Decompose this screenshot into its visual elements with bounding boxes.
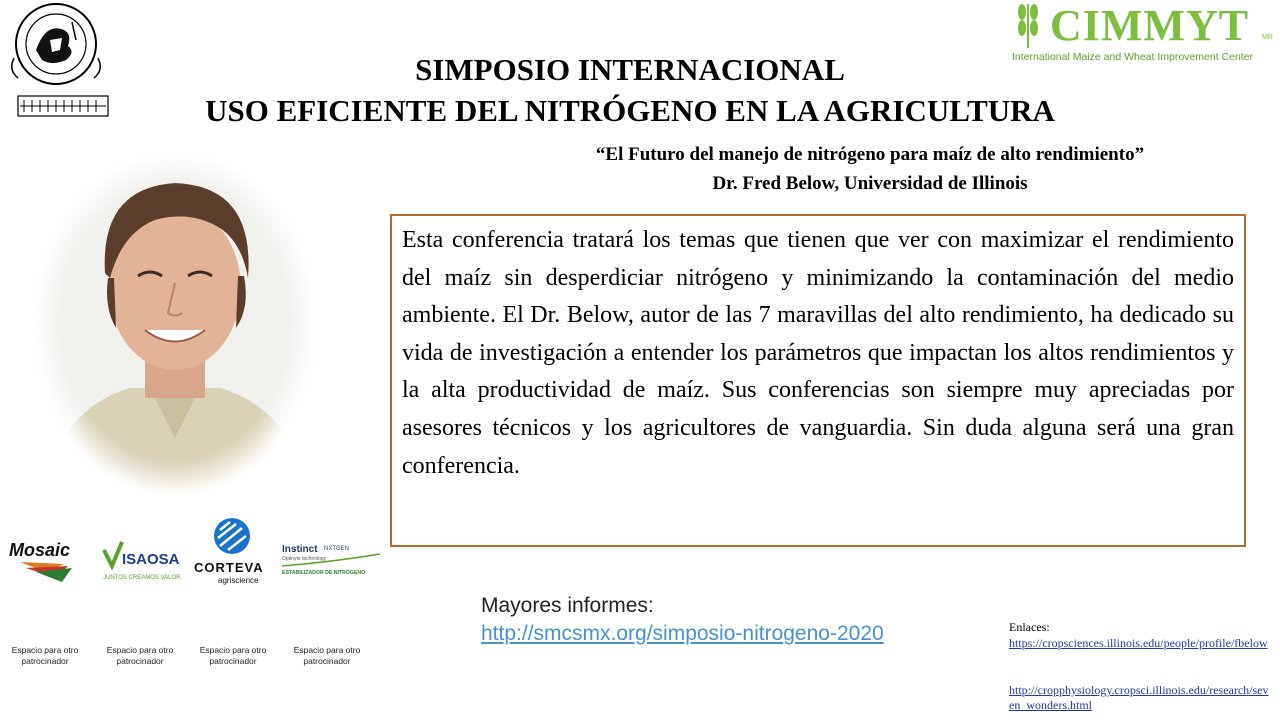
seven-wonders-link[interactable]: http://cropphysiology.cropsci.illinois.edu/research/seven_wonders.html	[1009, 683, 1269, 712]
cimmyt-wordmark: CIMMYT	[1050, 1, 1250, 50]
more-info-label: Mayores informes:	[481, 594, 654, 617]
talk-title: “El Futuro del manejo de nitrógeno para maíz de alto rendimiento”	[595, 144, 1145, 165]
description-text: Esta conferencia tratará los temas que tienen que ver con maximizar el rendimiento del maíz sin desperdiciar nitrógeno y minimizando la contaminación del medio ambiente. El Dr. Below, autor de las 7 maravillas del alto rendimiento, ha dedicado su vida de investigación a entender los parámetros que impactan los altos rendimientos y la alta productividad de maíz. Sus conferencias son siempre muy apreciadas por asesores técnicos y los agricultores de vanguardia. Sin duda alguna será una gran conferencia.	[402, 227, 1234, 479]
speaker-line: Dr. Fred Below, Universidad de Illinois	[712, 173, 1028, 194]
more-info-link[interactable]: http://smcsmx.org/simposio-nitrogeno-2020	[481, 622, 884, 645]
instinct-sub: ESTABILIZADOR DE NITRÓGENO	[282, 570, 366, 576]
profile-link[interactable]: https://cropsciences.illinois.edu/people/profile/fbelow	[1009, 636, 1268, 650]
cimmyt-subtitle: International Maize and Wheat Improvement Center	[1012, 51, 1254, 63]
cimmyt-logo	[1010, 0, 1276, 70]
title-line-2: USO EFICIENTE DEL NITRÓGENO EN LA AGRICULTURA	[205, 93, 1055, 128]
isaosa-wordmark: ISAOSA	[122, 551, 180, 568]
society-logo	[6, 0, 118, 120]
links-label: Enlaces:	[1009, 620, 1050, 634]
instinct-nxtgen: NXTGEN	[324, 546, 350, 552]
sponsor-placeholder-4: Espacio para otro patrocinador	[293, 645, 361, 666]
sponsor-instinct-logo	[282, 540, 382, 580]
mosaic-wordmark: Mosaic	[9, 540, 71, 560]
instinct-wordmark: Instinct	[282, 544, 318, 555]
corteva-wordmark: CORTEVA	[194, 560, 264, 575]
sponsor-placeholder-2: Espacio para otro patrocinador	[106, 645, 174, 666]
instinct-tech: Optinyte technology	[282, 556, 327, 562]
wheat-icon	[1012, 2, 1048, 48]
isaosa-tagline: JUNTOS CREAMOS VALOR	[103, 575, 181, 581]
sponsor-placeholder-3: Espacio para otro patrocinador	[199, 645, 267, 666]
corteva-sub: agriscience	[218, 576, 259, 585]
title-line-1: SIMPOSIO INTERNACIONAL	[415, 52, 845, 87]
description-box	[390, 214, 1246, 547]
speaker-portrait	[30, 148, 320, 498]
cimmyt-registered-mark: MR	[1262, 34, 1273, 41]
sponsor-mosaic-logo	[6, 538, 92, 582]
sponsor-isaosa-logo	[100, 536, 184, 584]
sponsor-corteva-logo	[190, 516, 276, 588]
sponsor-placeholder-1: Espacio para otro patrocinador	[11, 645, 79, 666]
